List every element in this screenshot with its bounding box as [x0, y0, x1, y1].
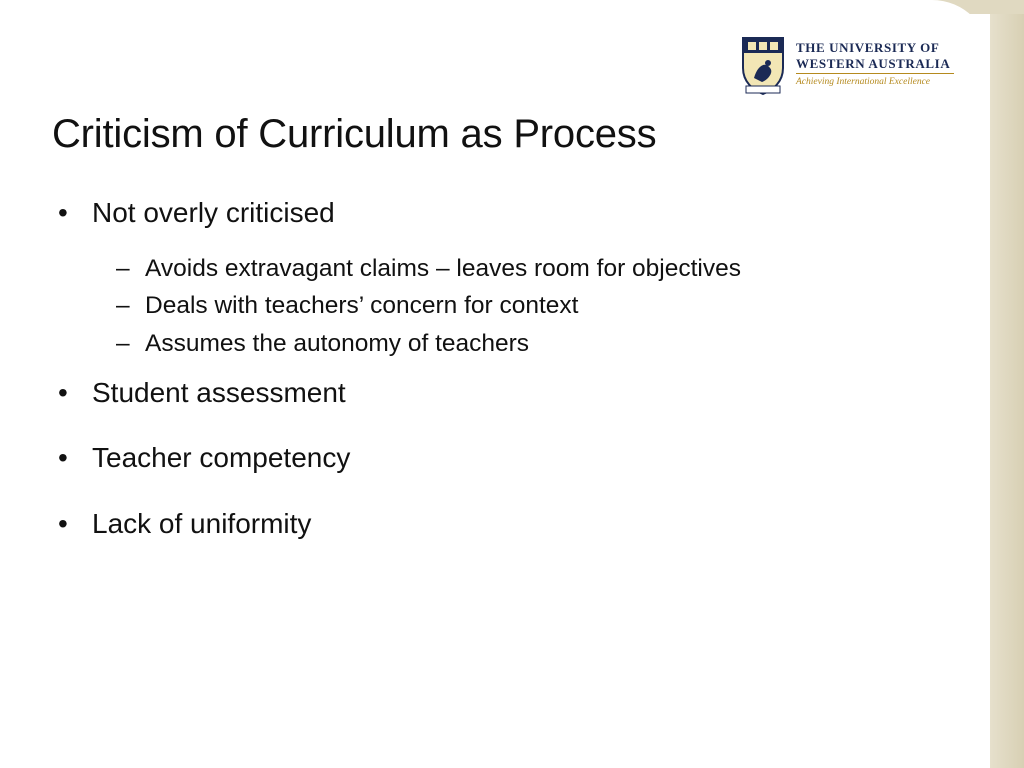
bullet-text: Lack of uniformity [92, 508, 312, 539]
bullet-marker: • [58, 442, 68, 473]
logo-tagline: Achieving International Excellence [796, 77, 930, 87]
sub-bullet-text: Assumes the autonomy of teachers [145, 330, 530, 357]
logo-name-line-1: THE UNIVERSITY OF [796, 40, 940, 55]
bullet-marker: • [58, 197, 68, 228]
bullet-item [58, 507, 311, 541]
dash-marker: – [116, 292, 130, 319]
logo-text-block [796, 40, 966, 89]
bullet-text: Teacher competency [92, 442, 351, 473]
logo-divider [796, 73, 954, 74]
dash-marker: – [116, 330, 130, 357]
sub-bullet-item [116, 291, 579, 321]
dash-marker: – [116, 255, 130, 282]
bullet-text: Student assessment [92, 377, 346, 408]
sub-bullet-item [116, 329, 529, 359]
logo-name-line-2: WESTERN AUSTRALIA [796, 56, 951, 71]
bullet-marker: • [58, 377, 68, 408]
bullet-item [58, 376, 346, 410]
sub-bullet-text: Avoids extravagant claims – leaves room for objectives [145, 255, 741, 282]
university-logo [740, 34, 960, 98]
bullet-item [58, 196, 335, 230]
bullet-text: Not overly criticised [92, 197, 335, 228]
slide-title: Criticism of Curriculum as Process [52, 112, 657, 156]
slide-frame-right [990, 0, 1024, 768]
bullet-marker: • [58, 508, 68, 539]
bullet-item [58, 441, 350, 475]
sub-bullet-item [116, 254, 741, 284]
sub-bullet-text: Deals with teachers’ concern for context [145, 292, 579, 319]
university-crest-icon [740, 34, 786, 96]
